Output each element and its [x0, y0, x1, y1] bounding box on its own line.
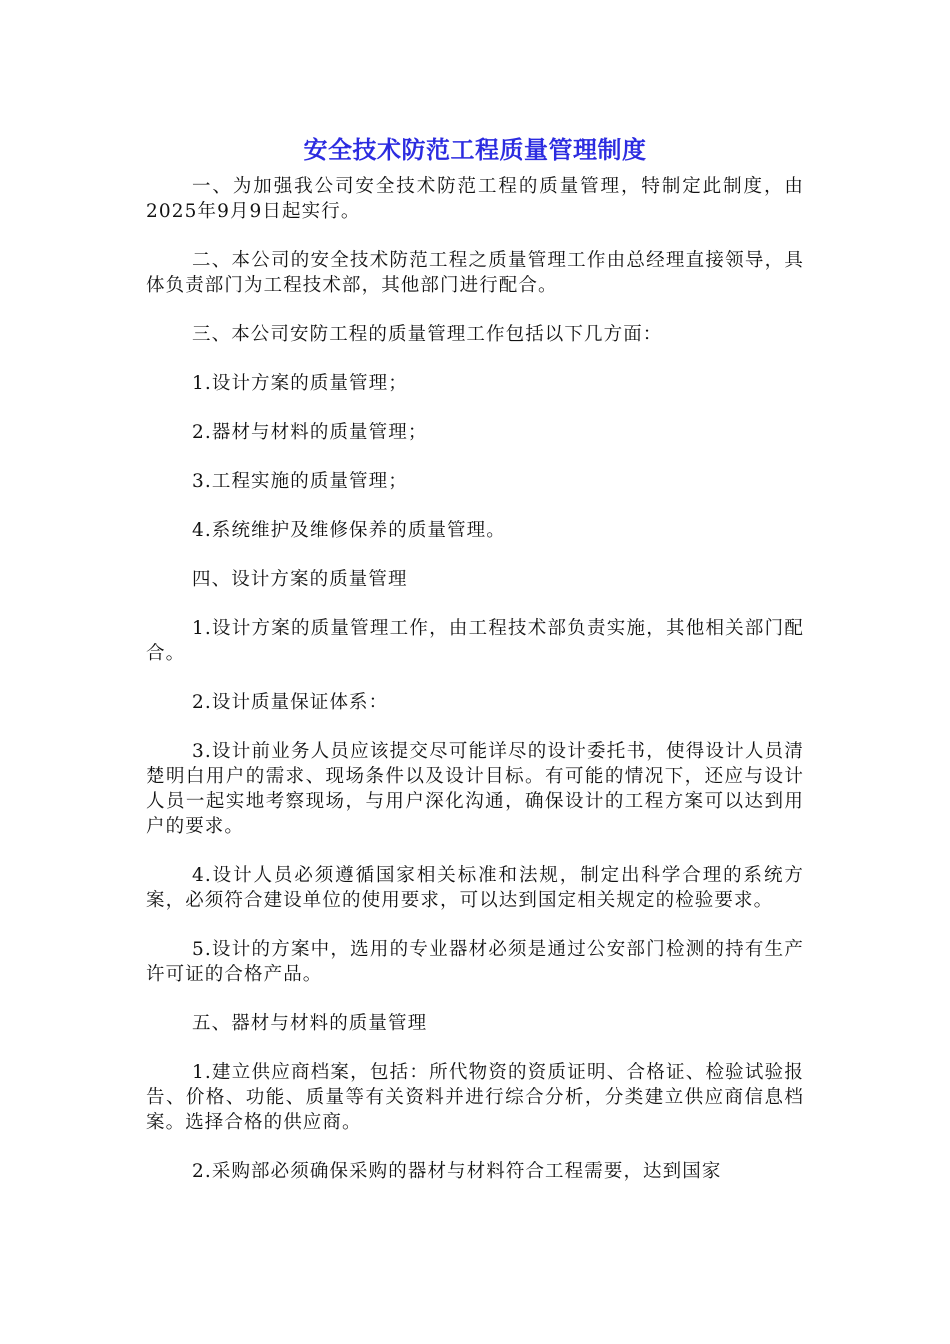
paragraph-6: 3.工程实施的质量管理； [192, 471, 408, 492]
paragraph-4: 1.设计方案的质量管理； [192, 373, 408, 394]
paragraph-8: 四、设计方案的质量管理 [192, 569, 408, 590]
paragraph-14: 五、器材与材料的质量管理 [192, 1013, 428, 1034]
document-page [146, 130, 804, 1208]
document-title: 安全技术防范工程质量管理制度 [303, 136, 647, 164]
paragraph-9: 1.设计方案的质量管理工作，由工程技术部负责实施，其他相关部门配合。 [146, 618, 804, 664]
paragraph-13: 5.设计的方案中，选用的专业器材必须是通过公安部门检测的持有生产许可证的合格产品。 [146, 939, 804, 985]
paragraph-15: 1.建立供应商档案，包括：所代物资的资质证明、合格证、检验试验报告、价格、功能、质量等有关资料并进行综合分析，分类建立供应商信息档案。选择合格的供应商。 [146, 1062, 804, 1133]
paragraph-12: 4.设计人员必须遵循国家相关标准和法规，制定出科学合理的系统方案，必须符合建设单位的使用要求，可以达到国定相关规定的检验要求。 [146, 865, 804, 911]
paragraph-7: 4.系统维护及维修保养的质量管理。 [192, 520, 506, 541]
paragraph-5: 2.器材与材料的质量管理； [192, 422, 428, 443]
paragraph-11: 3.设计前业务人员应该提交尽可能详尽的设计委托书，使得设计人员清楚明白用户的需求、现场条件以及设计目标。有可能的情况下，还应与设计人员一起实地考察现场，与用户深化沟通，确保设计的工程方案可以达到用户的要求。 [146, 741, 804, 837]
paragraph-16: 2.采购部必须确保采购的器材与材料符合工程需要，达到国家 [192, 1161, 722, 1182]
paragraph-10: 2.设计质量保证体系： [192, 692, 389, 713]
paragraph-3: 三、本公司安防工程的质量管理工作包括以下几方面： [192, 324, 663, 345]
paragraph-1: 一、为加强我公司安全技术防范工程的质量管理，特制定此制度，由2025年9月9日起实行。 [146, 176, 804, 222]
paragraph-2: 二、本公司的安全技术防范工程之质量管理工作由总经理直接领导，具体负责部门为工程技术部，其他部门进行配合。 [146, 250, 804, 296]
